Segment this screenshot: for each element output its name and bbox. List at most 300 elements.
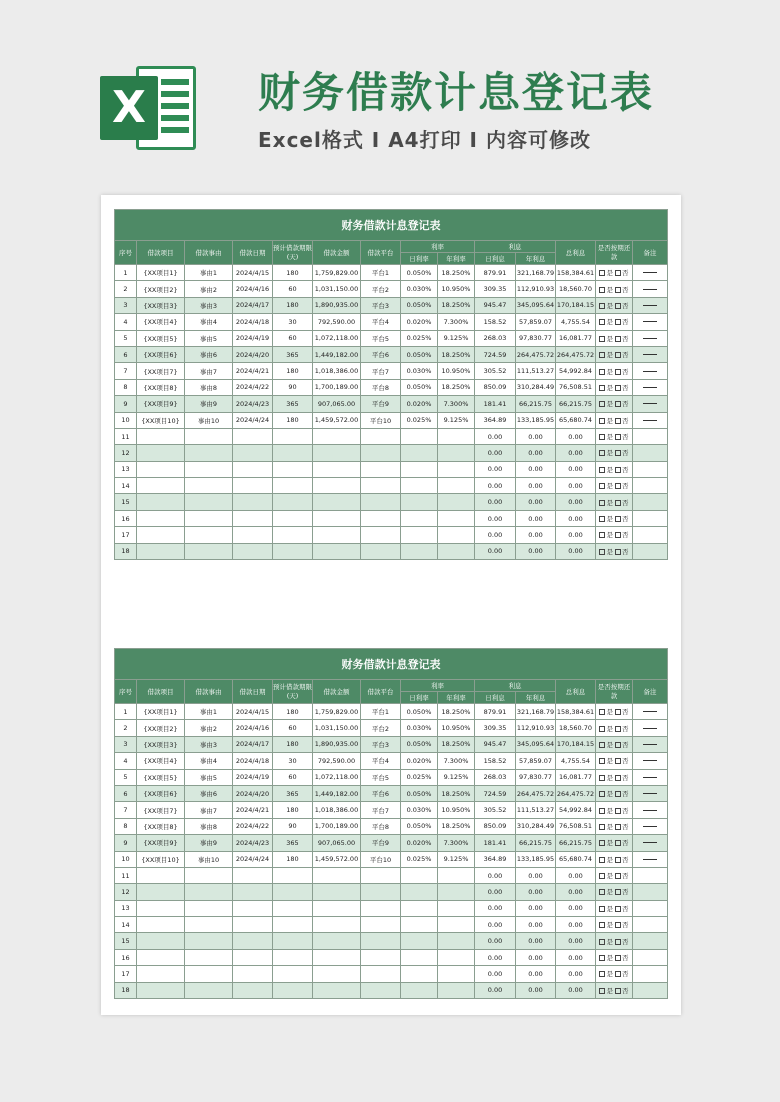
cell-total[interactable]: 16,081.77 — [556, 769, 596, 785]
cell-year-rate[interactable]: 10.950% — [438, 363, 475, 379]
cell-project[interactable] — [137, 510, 185, 526]
yes-checkbox[interactable] — [599, 532, 605, 538]
no-checkbox[interactable] — [615, 434, 621, 440]
cell-total[interactable]: 65,680.74 — [556, 412, 596, 428]
cell-year-int[interactable]: 0.00 — [516, 867, 556, 883]
cell-amount[interactable]: 1,759,829.00 — [313, 704, 361, 720]
cell-day-rate[interactable] — [401, 445, 438, 461]
cell-day-rate[interactable] — [401, 982, 438, 998]
cell-date[interactable]: 2024/4/16 — [233, 720, 273, 736]
cell-day-rate[interactable]: 0.050% — [401, 818, 438, 834]
cell-note[interactable] — [633, 769, 668, 785]
cell-note[interactable] — [633, 867, 668, 883]
cell-platform[interactable]: 平台5 — [361, 769, 401, 785]
cell-seq[interactable]: 4 — [115, 314, 137, 330]
cell-project[interactable] — [137, 982, 185, 998]
cell-amount[interactable]: 792,590.00 — [313, 753, 361, 769]
cell-date[interactable]: 2024/4/21 — [233, 363, 273, 379]
cell-days[interactable]: 180 — [273, 265, 313, 281]
cell-reason[interactable]: 事由9 — [185, 396, 233, 412]
cell-year-int[interactable]: 111,513.27 — [516, 363, 556, 379]
cell-reason[interactable]: 事由10 — [185, 851, 233, 867]
cell-ontime[interactable] — [596, 510, 633, 526]
cell-year-int[interactable]: 133,185.95 — [516, 412, 556, 428]
cell-ontime[interactable] — [596, 428, 633, 444]
cell-days[interactable] — [273, 445, 313, 461]
cell-reason[interactable] — [185, 445, 233, 461]
cell-seq[interactable]: 15 — [115, 933, 137, 949]
cell-date[interactable]: 2024/4/19 — [233, 769, 273, 785]
cell-seq[interactable]: 2 — [115, 281, 137, 297]
no-checkbox[interactable] — [615, 418, 621, 424]
cell-total[interactable]: 66,215.75 — [556, 396, 596, 412]
cell-project[interactable]: {XX项目10} — [137, 851, 185, 867]
cell-reason[interactable]: 事由4 — [185, 753, 233, 769]
cell-year-rate[interactable] — [438, 428, 475, 444]
cell-year-rate[interactable] — [438, 966, 475, 982]
cell-note[interactable] — [633, 917, 668, 933]
cell-reason[interactable] — [185, 867, 233, 883]
cell-day-int[interactable]: 309.35 — [475, 281, 516, 297]
cell-day-int[interactable]: 364.89 — [475, 412, 516, 428]
cell-note[interactable] — [633, 297, 668, 313]
cell-note[interactable] — [633, 704, 668, 720]
no-checkbox[interactable] — [615, 988, 621, 994]
cell-reason[interactable] — [185, 933, 233, 949]
cell-amount[interactable] — [313, 510, 361, 526]
cell-day-int[interactable]: 945.47 — [475, 736, 516, 752]
cell-note[interactable] — [633, 802, 668, 818]
cell-platform[interactable]: 平台8 — [361, 379, 401, 395]
no-checkbox[interactable] — [615, 352, 621, 358]
cell-days[interactable] — [273, 966, 313, 982]
cell-project[interactable]: {XX项目1} — [137, 265, 185, 281]
cell-total[interactable]: 0.00 — [556, 900, 596, 916]
cell-note[interactable] — [633, 314, 668, 330]
cell-project[interactable] — [137, 494, 185, 510]
cell-year-int[interactable]: 112,910.93 — [516, 720, 556, 736]
yes-checkbox[interactable] — [599, 988, 605, 994]
cell-platform[interactable] — [361, 527, 401, 543]
yes-checkbox[interactable] — [599, 840, 605, 846]
cell-seq[interactable]: 5 — [115, 769, 137, 785]
yes-checkbox[interactable] — [599, 450, 605, 456]
cell-reason[interactable] — [185, 900, 233, 916]
cell-date[interactable] — [233, 527, 273, 543]
cell-amount[interactable]: 1,449,182.00 — [313, 785, 361, 801]
yes-checkbox[interactable] — [599, 742, 605, 748]
yes-checkbox[interactable] — [599, 726, 605, 732]
cell-days[interactable]: 180 — [273, 802, 313, 818]
cell-reason[interactable]: 事由7 — [185, 802, 233, 818]
cell-year-int[interactable]: 345,095.64 — [516, 297, 556, 313]
cell-day-int[interactable]: 724.59 — [475, 785, 516, 801]
cell-day-int[interactable]: 0.00 — [475, 478, 516, 494]
cell-ontime[interactable] — [596, 982, 633, 998]
cell-seq[interactable]: 1 — [115, 704, 137, 720]
cell-total[interactable]: 170,184.15 — [556, 736, 596, 752]
cell-note[interactable] — [633, 835, 668, 851]
cell-seq[interactable]: 17 — [115, 966, 137, 982]
cell-note[interactable] — [633, 461, 668, 477]
cell-amount[interactable]: 1,072,118.00 — [313, 769, 361, 785]
cell-ontime[interactable] — [596, 445, 633, 461]
cell-note[interactable] — [633, 396, 668, 412]
no-checkbox[interactable] — [615, 336, 621, 342]
yes-checkbox[interactable] — [599, 758, 605, 764]
cell-day-int[interactable]: 0.00 — [475, 527, 516, 543]
cell-year-int[interactable]: 264,475.72 — [516, 785, 556, 801]
cell-amount[interactable] — [313, 884, 361, 900]
cell-total[interactable]: 0.00 — [556, 510, 596, 526]
cell-day-rate[interactable] — [401, 543, 438, 559]
no-checkbox[interactable] — [615, 758, 621, 764]
yes-checkbox[interactable] — [599, 287, 605, 293]
cell-date[interactable] — [233, 949, 273, 965]
cell-amount[interactable]: 1,700,189.00 — [313, 379, 361, 395]
cell-year-int[interactable]: 97,830.77 — [516, 769, 556, 785]
cell-reason[interactable] — [185, 494, 233, 510]
cell-day-rate[interactable]: 0.025% — [401, 412, 438, 428]
cell-date[interactable] — [233, 982, 273, 998]
cell-reason[interactable]: 事由3 — [185, 297, 233, 313]
yes-checkbox[interactable] — [599, 385, 605, 391]
cell-day-rate[interactable]: 0.020% — [401, 753, 438, 769]
cell-note[interactable] — [633, 510, 668, 526]
cell-day-int[interactable]: 879.91 — [475, 265, 516, 281]
cell-seq[interactable]: 7 — [115, 802, 137, 818]
cell-day-int[interactable]: 0.00 — [475, 543, 516, 559]
cell-total[interactable]: 264,475.72 — [556, 346, 596, 362]
cell-day-rate[interactable]: 0.050% — [401, 785, 438, 801]
cell-amount[interactable]: 1,459,572.00 — [313, 412, 361, 428]
cell-date[interactable] — [233, 966, 273, 982]
cell-seq[interactable]: 1 — [115, 265, 137, 281]
cell-days[interactable]: 365 — [273, 346, 313, 362]
cell-day-rate[interactable]: 0.050% — [401, 265, 438, 281]
cell-year-rate[interactable]: 18.250% — [438, 736, 475, 752]
cell-day-int[interactable]: 0.00 — [475, 949, 516, 965]
cell-ontime[interactable] — [596, 461, 633, 477]
cell-days[interactable] — [273, 949, 313, 965]
cell-amount[interactable]: 1,700,189.00 — [313, 818, 361, 834]
cell-day-int[interactable]: 268.03 — [475, 769, 516, 785]
cell-days[interactable] — [273, 527, 313, 543]
cell-day-int[interactable]: 0.00 — [475, 428, 516, 444]
cell-year-int[interactable]: 57,859.07 — [516, 753, 556, 769]
cell-days[interactable] — [273, 543, 313, 559]
cell-project[interactable] — [137, 900, 185, 916]
cell-date[interactable] — [233, 461, 273, 477]
cell-reason[interactable]: 事由6 — [185, 346, 233, 362]
cell-day-int[interactable]: 0.00 — [475, 867, 516, 883]
cell-day-int[interactable]: 879.91 — [475, 704, 516, 720]
cell-note[interactable] — [633, 720, 668, 736]
cell-platform[interactable]: 平台5 — [361, 330, 401, 346]
cell-platform[interactable]: 平台2 — [361, 720, 401, 736]
no-checkbox[interactable] — [615, 971, 621, 977]
cell-day-rate[interactable]: 0.020% — [401, 396, 438, 412]
cell-note[interactable] — [633, 884, 668, 900]
cell-days[interactable]: 60 — [273, 330, 313, 346]
cell-platform[interactable]: 平台10 — [361, 412, 401, 428]
cell-ontime[interactable] — [596, 851, 633, 867]
cell-amount[interactable]: 1,018,386.00 — [313, 802, 361, 818]
cell-total[interactable]: 0.00 — [556, 966, 596, 982]
cell-ontime[interactable] — [596, 884, 633, 900]
cell-reason[interactable] — [185, 478, 233, 494]
cell-platform[interactable] — [361, 461, 401, 477]
cell-year-rate[interactable] — [438, 461, 475, 477]
cell-amount[interactable] — [313, 527, 361, 543]
cell-day-int[interactable]: 0.00 — [475, 510, 516, 526]
cell-ontime[interactable] — [596, 802, 633, 818]
cell-day-int[interactable]: 724.59 — [475, 346, 516, 362]
cell-total[interactable]: 264,475.72 — [556, 785, 596, 801]
cell-year-int[interactable]: 310,284.49 — [516, 379, 556, 395]
cell-day-int[interactable]: 0.00 — [475, 917, 516, 933]
yes-checkbox[interactable] — [599, 549, 605, 555]
cell-days[interactable]: 90 — [273, 379, 313, 395]
cell-project[interactable]: {XX项目1} — [137, 704, 185, 720]
cell-project[interactable] — [137, 949, 185, 965]
cell-year-rate[interactable]: 18.250% — [438, 785, 475, 801]
cell-day-rate[interactable] — [401, 510, 438, 526]
cell-project[interactable]: {XX项目2} — [137, 720, 185, 736]
cell-ontime[interactable] — [596, 543, 633, 559]
yes-checkbox[interactable] — [599, 319, 605, 325]
cell-platform[interactable]: 平台6 — [361, 346, 401, 362]
cell-note[interactable] — [633, 900, 668, 916]
no-checkbox[interactable] — [615, 840, 621, 846]
cell-total[interactable]: 18,560.70 — [556, 281, 596, 297]
cell-seq[interactable]: 9 — [115, 835, 137, 851]
cell-date[interactable]: 2024/4/17 — [233, 736, 273, 752]
cell-note[interactable] — [633, 982, 668, 998]
cell-date[interactable]: 2024/4/17 — [233, 297, 273, 313]
cell-year-int[interactable]: 0.00 — [516, 933, 556, 949]
cell-amount[interactable] — [313, 494, 361, 510]
yes-checkbox[interactable] — [599, 889, 605, 895]
no-checkbox[interactable] — [615, 955, 621, 961]
yes-checkbox[interactable] — [599, 971, 605, 977]
cell-year-int[interactable]: 0.00 — [516, 966, 556, 982]
cell-platform[interactable] — [361, 982, 401, 998]
cell-year-rate[interactable]: 9.125% — [438, 769, 475, 785]
cell-ontime[interactable] — [596, 933, 633, 949]
cell-seq[interactable]: 5 — [115, 330, 137, 346]
cell-year-int[interactable]: 66,215.75 — [516, 396, 556, 412]
cell-platform[interactable] — [361, 494, 401, 510]
cell-day-rate[interactable]: 0.030% — [401, 281, 438, 297]
cell-platform[interactable]: 平台1 — [361, 265, 401, 281]
cell-platform[interactable]: 平台9 — [361, 835, 401, 851]
cell-days[interactable] — [273, 884, 313, 900]
cell-seq[interactable]: 18 — [115, 543, 137, 559]
cell-year-int[interactable]: 0.00 — [516, 478, 556, 494]
cell-ontime[interactable] — [596, 527, 633, 543]
cell-date[interactable] — [233, 917, 273, 933]
cell-days[interactable] — [273, 428, 313, 444]
cell-year-int[interactable]: 0.00 — [516, 917, 556, 933]
cell-date[interactable]: 2024/4/22 — [233, 818, 273, 834]
cell-day-rate[interactable] — [401, 917, 438, 933]
cell-amount[interactable] — [313, 543, 361, 559]
cell-days[interactable] — [273, 867, 313, 883]
cell-seq[interactable]: 11 — [115, 428, 137, 444]
cell-platform[interactable]: 平台2 — [361, 281, 401, 297]
cell-year-rate[interactable]: 7.300% — [438, 835, 475, 851]
cell-days[interactable]: 365 — [273, 785, 313, 801]
cell-day-rate[interactable]: 0.050% — [401, 379, 438, 395]
cell-ontime[interactable] — [596, 867, 633, 883]
cell-day-rate[interactable]: 0.030% — [401, 363, 438, 379]
cell-date[interactable] — [233, 543, 273, 559]
cell-date[interactable]: 2024/4/15 — [233, 704, 273, 720]
cell-total[interactable]: 76,508.51 — [556, 379, 596, 395]
cell-year-rate[interactable]: 7.300% — [438, 396, 475, 412]
cell-date[interactable]: 2024/4/24 — [233, 412, 273, 428]
yes-checkbox[interactable] — [599, 873, 605, 879]
yes-checkbox[interactable] — [599, 303, 605, 309]
cell-year-rate[interactable] — [438, 510, 475, 526]
cell-amount[interactable]: 1,072,118.00 — [313, 330, 361, 346]
cell-reason[interactable] — [185, 884, 233, 900]
cell-total[interactable]: 0.00 — [556, 949, 596, 965]
cell-ontime[interactable] — [596, 297, 633, 313]
cell-year-int[interactable]: 0.00 — [516, 445, 556, 461]
cell-year-rate[interactable]: 18.250% — [438, 379, 475, 395]
no-checkbox[interactable] — [615, 532, 621, 538]
cell-platform[interactable]: 平台10 — [361, 851, 401, 867]
cell-days[interactable]: 365 — [273, 835, 313, 851]
cell-days[interactable] — [273, 510, 313, 526]
cell-amount[interactable]: 1,890,935.00 — [313, 736, 361, 752]
cell-year-rate[interactable]: 9.125% — [438, 330, 475, 346]
cell-total[interactable]: 0.00 — [556, 982, 596, 998]
cell-total[interactable]: 0.00 — [556, 428, 596, 444]
cell-platform[interactable] — [361, 445, 401, 461]
cell-date[interactable]: 2024/4/23 — [233, 396, 273, 412]
no-checkbox[interactable] — [615, 889, 621, 895]
yes-checkbox[interactable] — [599, 857, 605, 863]
cell-day-rate[interactable] — [401, 900, 438, 916]
no-checkbox[interactable] — [615, 873, 621, 879]
no-checkbox[interactable] — [615, 450, 621, 456]
cell-days[interactable] — [273, 478, 313, 494]
cell-year-int[interactable]: 321,168.79 — [516, 265, 556, 281]
cell-platform[interactable] — [361, 917, 401, 933]
cell-project[interactable]: {XX项目5} — [137, 769, 185, 785]
cell-platform[interactable]: 平台4 — [361, 314, 401, 330]
cell-total[interactable]: 170,184.15 — [556, 297, 596, 313]
cell-ontime[interactable] — [596, 835, 633, 851]
cell-total[interactable]: 0.00 — [556, 917, 596, 933]
cell-date[interactable]: 2024/4/23 — [233, 835, 273, 851]
cell-day-int[interactable]: 850.09 — [475, 818, 516, 834]
cell-amount[interactable]: 792,590.00 — [313, 314, 361, 330]
cell-year-int[interactable]: 345,095.64 — [516, 736, 556, 752]
cell-reason[interactable] — [185, 982, 233, 998]
cell-platform[interactable]: 平台8 — [361, 818, 401, 834]
cell-year-int[interactable]: 57,859.07 — [516, 314, 556, 330]
cell-ontime[interactable] — [596, 379, 633, 395]
cell-year-rate[interactable]: 18.250% — [438, 818, 475, 834]
cell-date[interactable] — [233, 445, 273, 461]
cell-reason[interactable]: 事由2 — [185, 720, 233, 736]
cell-reason[interactable]: 事由5 — [185, 769, 233, 785]
cell-day-rate[interactable]: 0.025% — [401, 330, 438, 346]
cell-day-rate[interactable] — [401, 867, 438, 883]
cell-year-rate[interactable]: 18.250% — [438, 346, 475, 362]
no-checkbox[interactable] — [615, 270, 621, 276]
cell-year-int[interactable]: 112,910.93 — [516, 281, 556, 297]
cell-date[interactable]: 2024/4/15 — [233, 265, 273, 281]
cell-day-rate[interactable]: 0.020% — [401, 314, 438, 330]
cell-day-rate[interactable] — [401, 527, 438, 543]
cell-day-rate[interactable] — [401, 884, 438, 900]
cell-amount[interactable]: 1,759,829.00 — [313, 265, 361, 281]
cell-note[interactable] — [633, 736, 668, 752]
cell-note[interactable] — [633, 966, 668, 982]
cell-days[interactable]: 365 — [273, 396, 313, 412]
cell-project[interactable]: {XX项目4} — [137, 753, 185, 769]
cell-note[interactable] — [633, 445, 668, 461]
cell-seq[interactable]: 7 — [115, 363, 137, 379]
yes-checkbox[interactable] — [599, 939, 605, 945]
cell-year-rate[interactable] — [438, 982, 475, 998]
cell-ontime[interactable] — [596, 363, 633, 379]
cell-date[interactable] — [233, 933, 273, 949]
cell-days[interactable] — [273, 494, 313, 510]
yes-checkbox[interactable] — [599, 352, 605, 358]
yes-checkbox[interactable] — [599, 500, 605, 506]
cell-note[interactable] — [633, 753, 668, 769]
no-checkbox[interactable] — [615, 549, 621, 555]
cell-seq[interactable]: 11 — [115, 867, 137, 883]
cell-project[interactable] — [137, 933, 185, 949]
cell-total[interactable]: 4,755.54 — [556, 314, 596, 330]
cell-ontime[interactable] — [596, 769, 633, 785]
cell-year-rate[interactable] — [438, 494, 475, 510]
cell-year-rate[interactable] — [438, 884, 475, 900]
cell-amount[interactable] — [313, 982, 361, 998]
cell-total[interactable]: 65,680.74 — [556, 851, 596, 867]
cell-platform[interactable] — [361, 428, 401, 444]
cell-project[interactable] — [137, 917, 185, 933]
cell-reason[interactable] — [185, 917, 233, 933]
cell-reason[interactable] — [185, 966, 233, 982]
cell-platform[interactable]: 平台9 — [361, 396, 401, 412]
cell-day-int[interactable]: 0.00 — [475, 884, 516, 900]
cell-project[interactable] — [137, 884, 185, 900]
cell-ontime[interactable] — [596, 966, 633, 982]
cell-day-int[interactable]: 305.52 — [475, 802, 516, 818]
cell-project[interactable]: {XX项目6} — [137, 785, 185, 801]
cell-year-int[interactable]: 133,185.95 — [516, 851, 556, 867]
cell-seq[interactable]: 2 — [115, 720, 137, 736]
cell-note[interactable] — [633, 428, 668, 444]
no-checkbox[interactable] — [615, 385, 621, 391]
yes-checkbox[interactable] — [599, 516, 605, 522]
cell-amount[interactable]: 907,065.00 — [313, 396, 361, 412]
no-checkbox[interactable] — [615, 483, 621, 489]
yes-checkbox[interactable] — [599, 791, 605, 797]
cell-year-rate[interactable] — [438, 917, 475, 933]
cell-amount[interactable]: 1,031,150.00 — [313, 281, 361, 297]
cell-year-int[interactable]: 0.00 — [516, 982, 556, 998]
cell-seq[interactable]: 8 — [115, 818, 137, 834]
